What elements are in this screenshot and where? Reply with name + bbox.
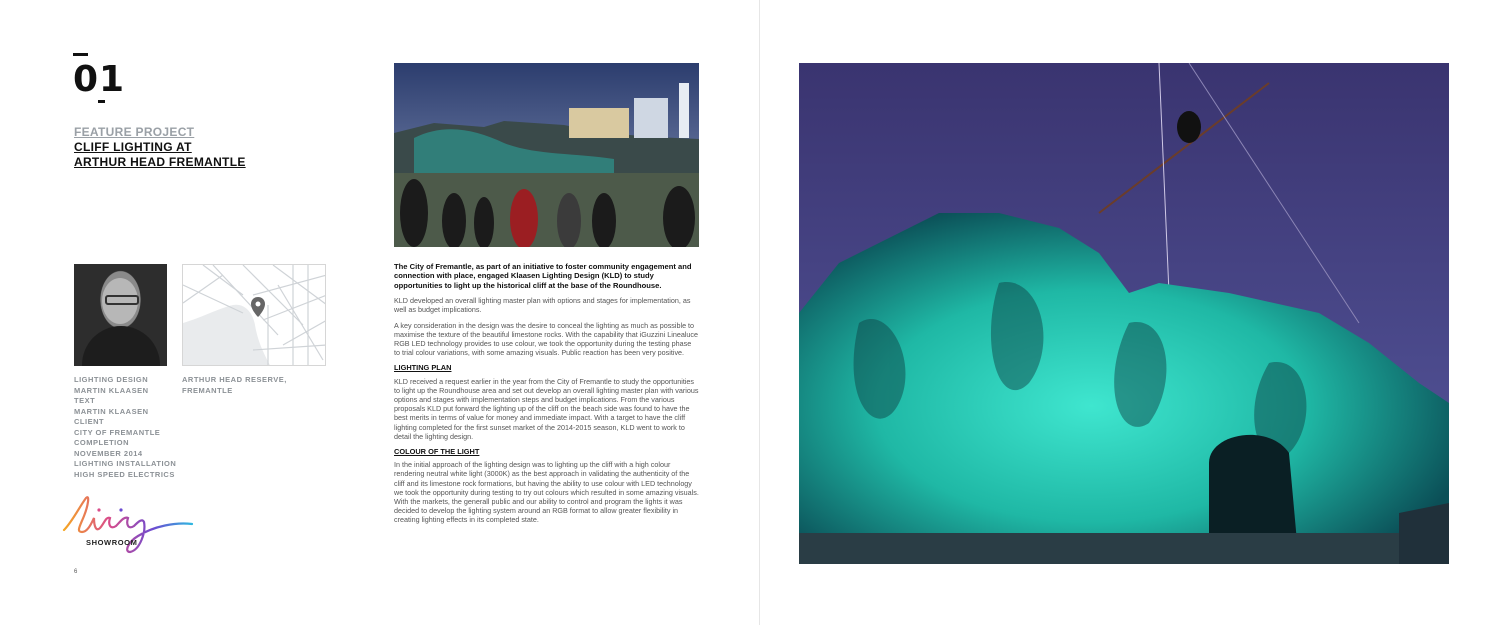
article-paragraph: A key consideration in the design was the desire to conceal the lighting as much as possible to maximise the texture of the beautiful limestone rocks. With the capability that iGuzzini Linealuce RGB LED technology provides to use colour, we took the opportunity during the testing phase to trial colour variations, with some amazing visuals. Public reaction has been very positive. <box>394 320 699 358</box>
credit-value: HIGH SPEED ELECTRICS <box>74 469 175 479</box>
credit-label: LIGHTING INSTALLATION <box>74 459 177 468</box>
credit-label: CLIENT <box>74 417 105 426</box>
credit-label: TEXT <box>74 396 96 405</box>
cliff-crowd-photo <box>394 63 699 247</box>
location-line1: ARTHUR HEAD RESERVE, <box>182 375 287 384</box>
feature-kicker: FEATURE PROJECT <box>74 125 195 139</box>
map-graphic <box>183 265 326 366</box>
credits-list <box>74 375 176 480</box>
credit-label: LIGHTING DESIGN <box>74 375 149 384</box>
location-caption <box>182 375 287 396</box>
article-body <box>394 262 699 531</box>
number-bar-bottom <box>98 100 105 103</box>
section-number: 01 <box>73 59 126 100</box>
credit-label: COMPLETION <box>74 438 129 447</box>
article-paragraph: In the initial approach of the lighting design was to lighting up the cliff with a high colour rendering neutral white light (3000K) as the best approach in validating the authenticity of the cliff and its limestone rock formations, but having the ability to use colour with LED technology we took the opportunity during testing to try out colours which resulted in some amazing visuals. With the markets, the generall public and our ability to control and program the lights it was decided to develop the lighting system around an RGB format to allow greater flexibility in creating lighting effects in its completed state. <box>394 460 699 525</box>
location-line2: FREMANTLE <box>182 385 233 395</box>
page-folio: 6 <box>74 569 78 575</box>
feature-title-line1: CLIFF LIGHTING AT <box>74 140 192 154</box>
location-map <box>182 264 326 366</box>
cliff-hero-photo <box>799 63 1449 564</box>
credit-value: MARTIN KLAASEN <box>74 406 149 416</box>
section-heading-lighting-plan: LIGHTING PLAN <box>394 363 452 373</box>
credit-value: CITY OF FREMANTLE <box>74 427 161 437</box>
designer-portrait <box>74 264 167 366</box>
feature-title-line2: ARTHUR HEAD FREMANTLE <box>74 155 246 169</box>
spread-gutter <box>759 0 760 625</box>
article-lead: The City of Fremantle, as part of an initiative to foster community engagement and connection with place, engaged Klaasen Lighting Design (KLD) to study opportunities to light up the historical cliff at the base of the Roundhouse. <box>394 262 692 290</box>
logo-subtitle: SHOWROOM <box>86 538 138 547</box>
article-paragraph: KLD received a request earlier in the year from the City of Fremantle to study the opportunities to light up the Roundhouse area and set out develop an overall lighting master plan with various options and stages with implementation steps and budget implications. From the various proposals KLD put forward the lighting up of the cliff on the beach side was found to have the best merits in terms of value for money and immediate impact. With a target to have the cliff lighting completed for the first sunset market of the 2014-2015 season, KLD went to work to detail the lighting design. <box>394 376 699 441</box>
number-bar-top <box>73 53 88 56</box>
credit-value: MARTIN KLAASEN <box>74 385 149 395</box>
credit-value: NOVEMBER 2014 <box>74 448 143 458</box>
article-paragraph: KLD developed an overall lighting master plan with options and stages for implementation, as well as budget implications. <box>394 296 691 315</box>
section-heading-colour-of-the-light: COLOUR OF THE LIGHT <box>394 447 480 457</box>
